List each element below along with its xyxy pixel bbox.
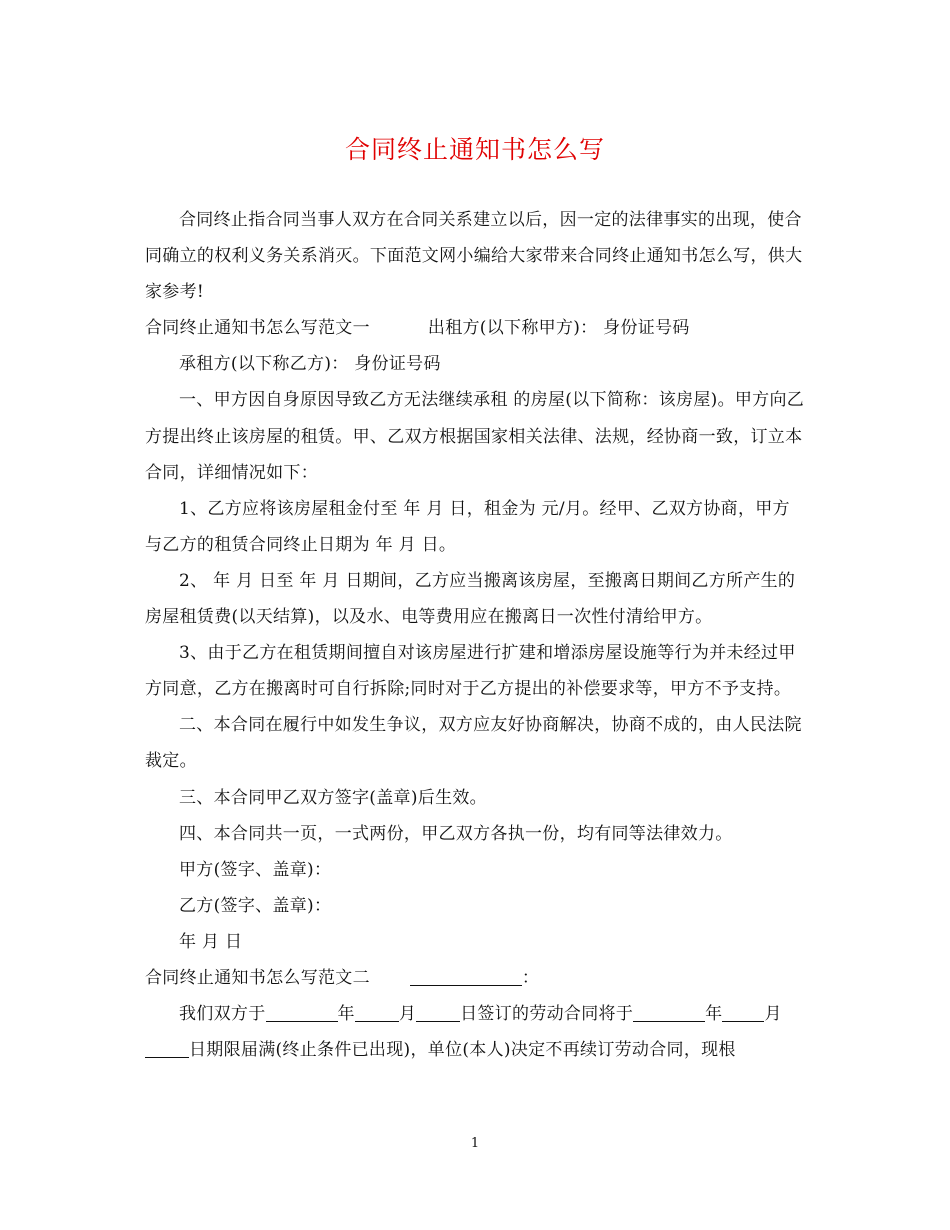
document-body xyxy=(145,202,805,1068)
text-fragment: 月 xyxy=(398,1004,417,1025)
item-1: 1、乙方应将该房屋租金付至 年 月 日，租金为 元/月。经甲、乙双方协商，甲方与乙方的租赁合同终止日期为 年 月 日。 xyxy=(145,498,790,555)
recipient-colon: ： xyxy=(521,967,540,988)
clause-4: 四、本合同共一页，一式两份，甲乙双方各执一份，均有同等法律效力。 xyxy=(179,823,733,844)
expire-year-blank[interactable] xyxy=(633,1004,705,1022)
text-fragment: 月 xyxy=(764,1004,782,1025)
text-fragment: 年 xyxy=(337,1004,355,1025)
signature-date: 年 月 日 xyxy=(179,931,243,952)
sample1-heading-line xyxy=(145,310,805,346)
clause-2: 二、本合同在履行中如发生争议，双方应友好协商解决，协商不成的，由人民法院裁定。 xyxy=(145,715,802,772)
sample1-heading: 合同终止通知书怎么写范文一 xyxy=(145,318,370,339)
sample2-paragraph xyxy=(145,996,805,1068)
text-fragment: 日期限届满(终止条件已出现)，单位(本人)决定不再续订劳动合同，现根 xyxy=(189,1040,736,1061)
text-fragment: 年 xyxy=(705,1004,723,1025)
signature-party-a: 甲方(签字、盖章)： xyxy=(179,859,332,880)
signature-party-b: 乙方(签字、盖章)： xyxy=(179,895,332,916)
text-fragment: 日签订的劳动合同将于 xyxy=(460,1004,634,1025)
sign-month-blank[interactable] xyxy=(355,1004,399,1022)
expire-month-blank[interactable] xyxy=(722,1004,764,1022)
intro-paragraph: 合同终止指合同当事人双方在合同关系建立以后，因一定的法律事实的出现，使合同确立的权利义务关系消灭。下面范文网小编给大家带来合同终止通知书怎么写，供大家参考! xyxy=(145,210,803,303)
item-3: 3、由于乙方在租赁期间擅自对该房屋进行扩建和增添房屋设施等行为并未经过甲方同意，乙方在搬离时可自行拆除;同时对于乙方提出的补偿要求等，甲方不予支持。 xyxy=(145,643,796,700)
sign-year-blank[interactable] xyxy=(266,1004,338,1022)
item-2: 2、 年 月 日至 年 月 日期间，乙方应当搬离该房屋，至搬离日期间乙方所产生的房屋租赁费(以天结算)，以及水、电等费用应在搬离日一次性付清给甲方。 xyxy=(145,570,796,628)
document-title: 合同终止通知书怎么写 xyxy=(344,135,605,164)
recipient-blank[interactable] xyxy=(410,968,522,986)
sign-day-blank[interactable] xyxy=(416,1004,460,1022)
text-fragment: 我们双方于 xyxy=(179,1004,266,1025)
clause-3: 三、本合同甲乙双方签字(盖章)后生效。 xyxy=(179,787,487,808)
lessor-line: 出租方(以下称甲方)： 身份证号码 xyxy=(427,318,690,339)
clause-1: 一、甲方因自身原因导致乙方无法继续承租 的房屋(以下简称：该房屋)。甲方向乙方提出终止该房屋的租赁。甲、乙双方根据国家相关法律、法规，经协商一致，订立本合同，详细情况如下： xyxy=(145,390,805,483)
expire-day-blank[interactable] xyxy=(145,1040,189,1058)
sample2-heading: 合同终止通知书怎么写范文二 xyxy=(145,967,370,988)
sample2-heading-line xyxy=(145,960,805,996)
lessee-line: 承租方(以下称乙方)： 身份证号码 xyxy=(179,354,441,375)
page-number: 1 xyxy=(470,1136,480,1151)
